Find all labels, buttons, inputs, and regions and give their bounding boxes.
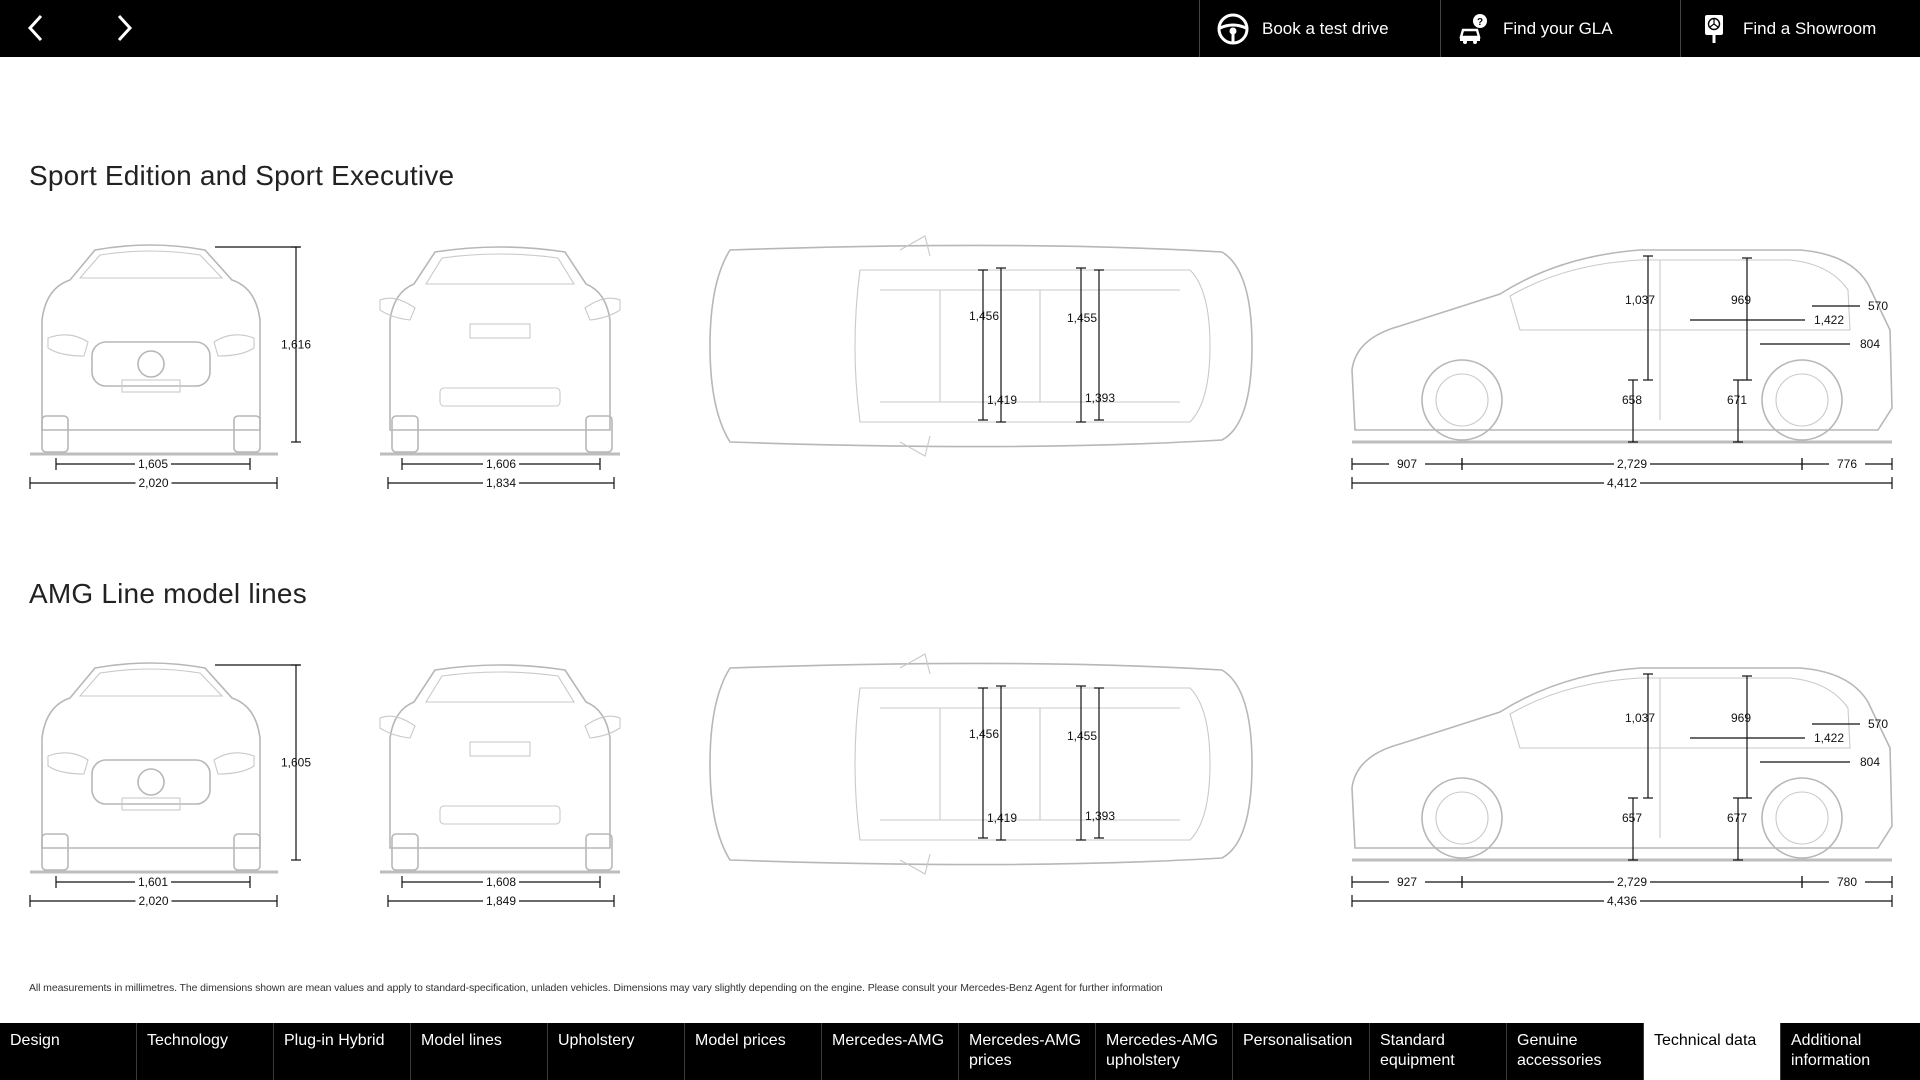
tab-technology[interactable]: Technology (137, 1023, 274, 1080)
chevron-left-icon[interactable] (16, 8, 56, 48)
rear-plate (470, 742, 530, 756)
rear-lights (380, 716, 620, 738)
top-front-elbow-value: 1,419 (986, 393, 1018, 407)
front-width-label: 2,020 (138, 476, 169, 490)
tab-design[interactable]: Design (0, 1023, 137, 1080)
side-seat-rear-value: 677 (1726, 811, 1748, 825)
top-mirrors (900, 236, 930, 456)
front-star (138, 351, 164, 377)
side-overhang-front-label: 927 (1396, 875, 1418, 889)
rear-lights (380, 298, 620, 320)
front-body (42, 663, 260, 848)
side-rear-a-value: 570 (1867, 717, 1889, 731)
front-windscreen (80, 251, 222, 278)
rear-wheel-right (586, 416, 612, 452)
disclaimer: All measurements in millimetres. The dimensions shown are mean values and apply to standard-specification, unladen vehicles. Dimensions may vary slightly depending on the engine. Please consult your Mercedes-Benz Agent for further information (29, 982, 1163, 994)
front-grille (92, 342, 210, 386)
dimension-svg (0, 230, 1920, 530)
front-wheel-right (234, 834, 260, 870)
top-cabin (855, 270, 1210, 422)
top-front-shoulder-value: 1,456 (968, 309, 1000, 323)
tab-mercedes-amg-upholstery[interactable]: Mercedes-AMG upholstery (1096, 1023, 1233, 1080)
side-rear-a-value: 570 (1867, 299, 1889, 313)
side-overhang-rear-label: 776 (1836, 457, 1858, 471)
rear-diffuser (440, 388, 560, 406)
front-lights (48, 335, 254, 356)
rear-plate (470, 324, 530, 338)
side-headroom-front-value: 1,037 (1624, 711, 1656, 725)
rear-window (426, 672, 574, 702)
rear-window (426, 254, 574, 284)
top-bar (0, 0, 1920, 57)
side-rear-b-value: 1,422 (1813, 731, 1845, 745)
front-view (42, 245, 260, 452)
side-front-rim (1436, 374, 1488, 426)
tab-personalisation[interactable]: Personalisation (1233, 1023, 1370, 1080)
steering-wheel-icon (1216, 12, 1250, 46)
tab-model-prices[interactable]: Model prices (685, 1023, 822, 1080)
front-wheel-left (42, 416, 68, 452)
front-height-label: 1,616 (280, 337, 312, 352)
top-front-elbow-value: 1,419 (986, 811, 1018, 825)
front-star (138, 769, 164, 795)
front-width-label: 2,020 (138, 894, 169, 908)
side-overhang-rear-label: 780 (1836, 875, 1858, 889)
find-your-gla-button[interactable] (1440, 0, 1680, 57)
top-rear-shoulder-value: 1,455 (1066, 729, 1098, 743)
side-rear-wheel (1762, 360, 1842, 440)
svg-text:?: ? (1476, 16, 1484, 28)
side-rear-rim (1776, 374, 1828, 426)
map-pin-star-icon (1697, 12, 1731, 46)
side-seat-rear-value: 671 (1726, 393, 1748, 407)
rear-diffuser (440, 806, 560, 824)
tab-technical-data[interactable]: Technical data (1644, 1023, 1781, 1080)
book-test-drive-button[interactable] (1199, 0, 1440, 57)
front-track-label: 1,601 (137, 875, 169, 889)
side-headroom-front-value: 1,037 (1624, 293, 1656, 307)
section-title: AMG Line model lines (29, 578, 307, 609)
front-body (42, 245, 260, 430)
top-front-shoulder-value: 1,456 (968, 727, 1000, 741)
side-front-wheel (1422, 778, 1502, 858)
top-view (710, 236, 1252, 456)
top-seats (880, 290, 1180, 402)
tab-upholstery[interactable]: Upholstery (548, 1023, 685, 1080)
top-rear-shoulder-value: 1,455 (1066, 311, 1098, 325)
top-body (710, 245, 1252, 446)
rear-wheel-right (586, 834, 612, 870)
side-rear-b-value: 1,422 (1813, 313, 1845, 327)
rear-view (380, 247, 620, 452)
car-question-icon (1457, 12, 1491, 46)
rear-track-label: 1,606 (485, 457, 517, 471)
front-grille (92, 760, 210, 804)
find-your-gla-label: Find your GLA (1503, 18, 1613, 38)
rear-wheel-left (392, 416, 418, 452)
tab-model-lines[interactable]: Model lines (411, 1023, 548, 1080)
tab-standard-equipment[interactable]: Standard equipment (1370, 1023, 1507, 1080)
front-wheel-right (234, 416, 260, 452)
side-rear-c-value: 804 (1859, 337, 1881, 351)
rear-wheel-left (392, 834, 418, 870)
rear-track-label: 1,608 (485, 875, 517, 889)
side-wheelbase-label: 2,729 (1616, 875, 1648, 889)
front-track-label: 1,605 (137, 457, 169, 471)
front-view (42, 663, 260, 870)
side-headroom-rear-value: 969 (1730, 293, 1752, 307)
find-a-showroom-label: Find a Showroom (1743, 18, 1877, 38)
find-a-showroom-button[interactable] (1680, 0, 1920, 57)
side-rear-wheel (1762, 778, 1842, 858)
chevron-right-icon[interactable] (104, 8, 144, 48)
top-cabin (855, 688, 1210, 840)
side-view (1352, 668, 1892, 858)
tab-mercedes-amg[interactable]: Mercedes-AMG (822, 1023, 959, 1080)
side-seat-front-value: 658 (1621, 393, 1643, 407)
top-seats (880, 708, 1180, 820)
side-length-label: 4,436 (1606, 894, 1638, 908)
tab-plug-in-hybrid[interactable]: Plug-in Hybrid (274, 1023, 411, 1080)
section-title: Sport Edition and Sport Executive (29, 160, 455, 191)
rear-width-label: 1,834 (485, 476, 517, 490)
tab-mercedes-amg-prices[interactable]: Mercedes-AMG prices (959, 1023, 1096, 1080)
top-rear-elbow-value: 1,393 (1084, 391, 1116, 405)
side-overhang-front-label: 907 (1396, 457, 1418, 471)
side-rear-rim (1776, 792, 1828, 844)
dimension-drawing-sport (0, 230, 1920, 530)
side-front-rim (1436, 792, 1488, 844)
side-wheelbase-label: 2,729 (1616, 457, 1648, 471)
tab-additional-information[interactable]: Additional information (1791, 1032, 1871, 1069)
book-test-drive-label: Book a test drive (1262, 18, 1389, 38)
side-view (1352, 250, 1892, 440)
tab-genuine-accessories[interactable]: Genuine accessories (1507, 1023, 1644, 1080)
side-front-wheel (1422, 360, 1502, 440)
dimension-svg (0, 648, 1920, 948)
top-view (710, 654, 1252, 874)
side-headroom-rear-value: 969 (1730, 711, 1752, 725)
top-mirrors (900, 654, 930, 874)
top-body (710, 663, 1252, 864)
rear-view (380, 665, 620, 870)
front-wheel-left (42, 834, 68, 870)
top-rear-elbow-value: 1,393 (1084, 809, 1116, 823)
side-length-label: 4,412 (1606, 476, 1638, 490)
dimension-drawing-amg (0, 648, 1920, 948)
side-seat-front-value: 657 (1621, 811, 1643, 825)
rear-width-label: 1,849 (485, 894, 517, 908)
front-windscreen (80, 669, 222, 696)
front-lights (48, 753, 254, 774)
front-height-label: 1,605 (280, 755, 312, 770)
side-rear-c-value: 804 (1859, 755, 1881, 769)
bottom-nav (0, 1023, 1920, 1080)
